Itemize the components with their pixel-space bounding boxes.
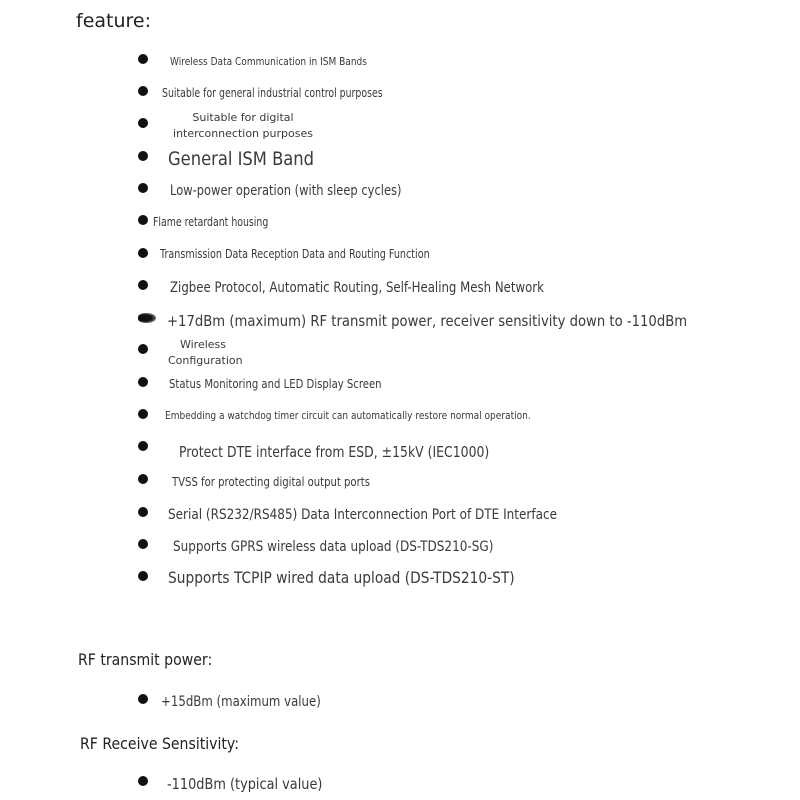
bullet-icon <box>138 409 148 419</box>
feature-item: Supports GPRS wireless data upload (DS-TDS210-SG) <box>173 539 494 555</box>
bullet-icon <box>138 694 148 704</box>
bullet-icon <box>138 215 148 225</box>
feature-item: Serial (RS232/RS485) Data Interconnection Port of DTE Interface <box>168 507 557 523</box>
bullet-icon <box>138 474 148 484</box>
feature-item: Embedding a watchdog timer circuit can automatically restore normal operation. <box>165 409 531 422</box>
feature-heading: feature: <box>76 10 151 32</box>
feature-item: Wireless Configuration <box>168 338 243 367</box>
feature-item: TVSS for protecting digital output ports <box>172 475 370 489</box>
feature-item: Status Monitoring and LED Display Screen <box>169 377 382 391</box>
feature-item: General ISM Band <box>168 148 315 170</box>
bullet-icon <box>138 118 148 128</box>
feature-item: Zigbee Protocol, Automatic Routing, Self-Healing Mesh Network <box>170 280 544 296</box>
bullet-icon <box>138 539 148 549</box>
bullet-icon <box>138 54 148 64</box>
bullet-icon <box>138 571 148 581</box>
bullet-icon <box>138 151 148 161</box>
feature-item: Wireless Data Communication in ISM Bands <box>170 55 367 68</box>
bullet-icon <box>138 377 148 387</box>
feature-item: Low-power operation (with sleep cycles) <box>170 183 402 199</box>
feature-item: Transmission Data Reception Data and Routing Function <box>160 247 430 261</box>
bullet-icon <box>138 344 148 354</box>
rf-receive-sensitivity-item: -110dBm (typical value) <box>167 775 323 793</box>
bullet-icon <box>138 280 148 290</box>
feature-item: Flame retardant housing <box>153 215 269 229</box>
bullet-icon <box>138 183 148 193</box>
bullet-icon <box>138 248 148 258</box>
bullet-icon <box>138 441 148 451</box>
feature-item: Supports TCPIP wired data upload (DS-TDS210-ST) <box>168 568 515 587</box>
feature-item: Suitable for general industrial control purposes <box>162 86 383 100</box>
bullet-icon <box>138 86 148 96</box>
bullet-icon <box>138 507 148 517</box>
bullet-icon <box>138 776 148 786</box>
bullet-icon <box>138 313 156 323</box>
rf-transmit-power-heading: RF transmit power: <box>78 650 213 669</box>
rf-transmit-power-item: +15dBm (maximum value) <box>161 694 321 710</box>
feature-item: +17dBm (maximum) RF transmit power, receiver sensitivity down to -110dBm <box>167 312 688 330</box>
feature-item: Protect DTE interface from ESD, ±15kV (IEC1000) <box>179 443 490 461</box>
feature-item: Suitable for digital interconnection purposes <box>173 111 313 140</box>
rf-receive-sensitivity-heading: RF Receive Sensitivity: <box>80 734 239 753</box>
